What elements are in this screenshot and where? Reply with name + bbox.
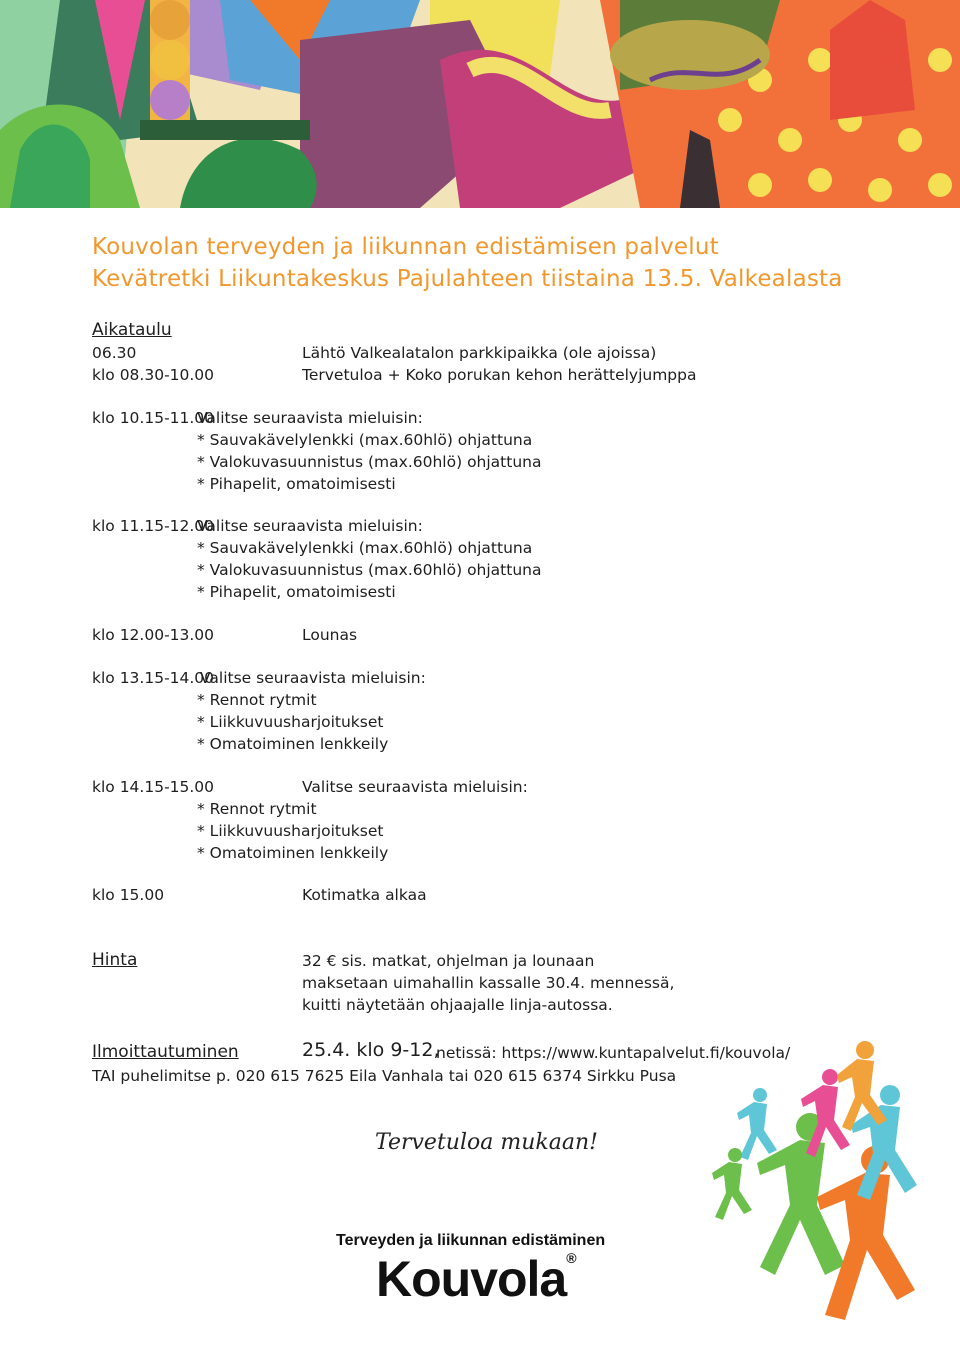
block2-item: * Pihapelit, omatoimisesti xyxy=(197,583,396,601)
block4-item: * Rennot rytmit xyxy=(197,800,317,818)
block4-item: * Liikkuvuusharjoitukset xyxy=(197,822,384,840)
welcome-text: Tervetuloa + Koko porukan kehon herättelyjumppa xyxy=(302,366,697,384)
block3-time: klo 13.15-14.00 xyxy=(92,669,215,687)
departure-time: 06.30 xyxy=(92,344,137,362)
block1-text: Valitse seuraavista mieluisin: xyxy=(197,409,423,427)
welcome-time: klo 08.30-10.00 xyxy=(92,366,215,384)
block2-item: * Valokuvasuunnistus (max.60hlö) ohjattuna xyxy=(197,561,542,579)
price-label: Hinta xyxy=(92,950,138,970)
lunch-time: klo 12.00-13.00 xyxy=(92,626,215,644)
block3-item: * Liikkuvuusharjoitukset xyxy=(197,713,384,731)
registered-mark: ® xyxy=(566,1250,576,1266)
kouvola-logo xyxy=(376,1250,576,1308)
return-text: Kotimatka alkaa xyxy=(302,886,427,904)
page-title: Kouvolan terveyden ja liikunnan edistämisen palvelut xyxy=(92,234,719,260)
block2-item: * Sauvakävelylenkki (max.60hlö) ohjattuna xyxy=(197,539,533,557)
schedule-heading: Aikataulu xyxy=(92,320,172,340)
header-artwork xyxy=(0,0,960,208)
return-time: klo 15.00 xyxy=(92,886,165,904)
price-line: maksetaan uimahallin kassalle 30.4. mennessä, xyxy=(302,974,675,992)
block4-item: * Omatoiminen lenkkeily xyxy=(197,844,389,862)
block3-item: * Rennot rytmit xyxy=(197,691,317,709)
block1-item: * Pihapelit, omatoimisesti xyxy=(197,475,396,493)
block1-item: * Sauvakävelylenkki (max.60hlö) ohjattuna xyxy=(197,431,533,449)
block2-time: klo 11.15-12.00 xyxy=(92,517,215,535)
block2-text: Valitse seuraavista mieluisin: xyxy=(197,517,423,535)
registration-label: Ilmoittautuminen xyxy=(92,1042,239,1062)
page-subtitle: Kevätretki Liikuntakeskus Pajulahteen tiistaina 13.5. Valkealasta xyxy=(92,266,843,292)
logo-subtitle: Terveyden ja liikunnan edistäminen xyxy=(336,1232,606,1249)
closing-greeting: Tervetuloa mukaan! xyxy=(375,1130,598,1155)
price-line: kuitti näytetään ohjaajalle linja-autossa. xyxy=(302,996,613,1014)
block3-text: Valitse seuraavista mieluisin: xyxy=(200,669,426,687)
registration-when: 25.4. klo 9-12, xyxy=(302,1039,440,1061)
block1-item: * Valokuvasuunnistus (max.60hlö) ohjattuna xyxy=(197,453,542,471)
block1-time: klo 10.15-11.00 xyxy=(92,409,215,427)
registration-phone: TAI puhelimitse p. 020 615 7625 Eila Vanhala tai 020 615 6374 Sirkku Pusa xyxy=(92,1067,677,1085)
block4-text: Valitse seuraavista mieluisin: xyxy=(302,778,528,796)
block3-item: * Omatoiminen lenkkeily xyxy=(197,735,389,753)
runners-illustration xyxy=(705,1035,930,1335)
logo-name: Kouvola xyxy=(376,1251,567,1307)
registration-link[interactable]: netissä: https://www.kuntapalvelut.fi/kouvola/ xyxy=(436,1044,791,1062)
block4-time: klo 14.15-15.00 xyxy=(92,778,215,796)
lunch-text: Lounas xyxy=(302,626,358,644)
price-line: 32 € sis. matkat, ohjelman ja lounaan xyxy=(302,952,595,970)
departure-text: Lähtö Valkealatalon parkkipaikka (ole ajoissa) xyxy=(302,344,657,362)
